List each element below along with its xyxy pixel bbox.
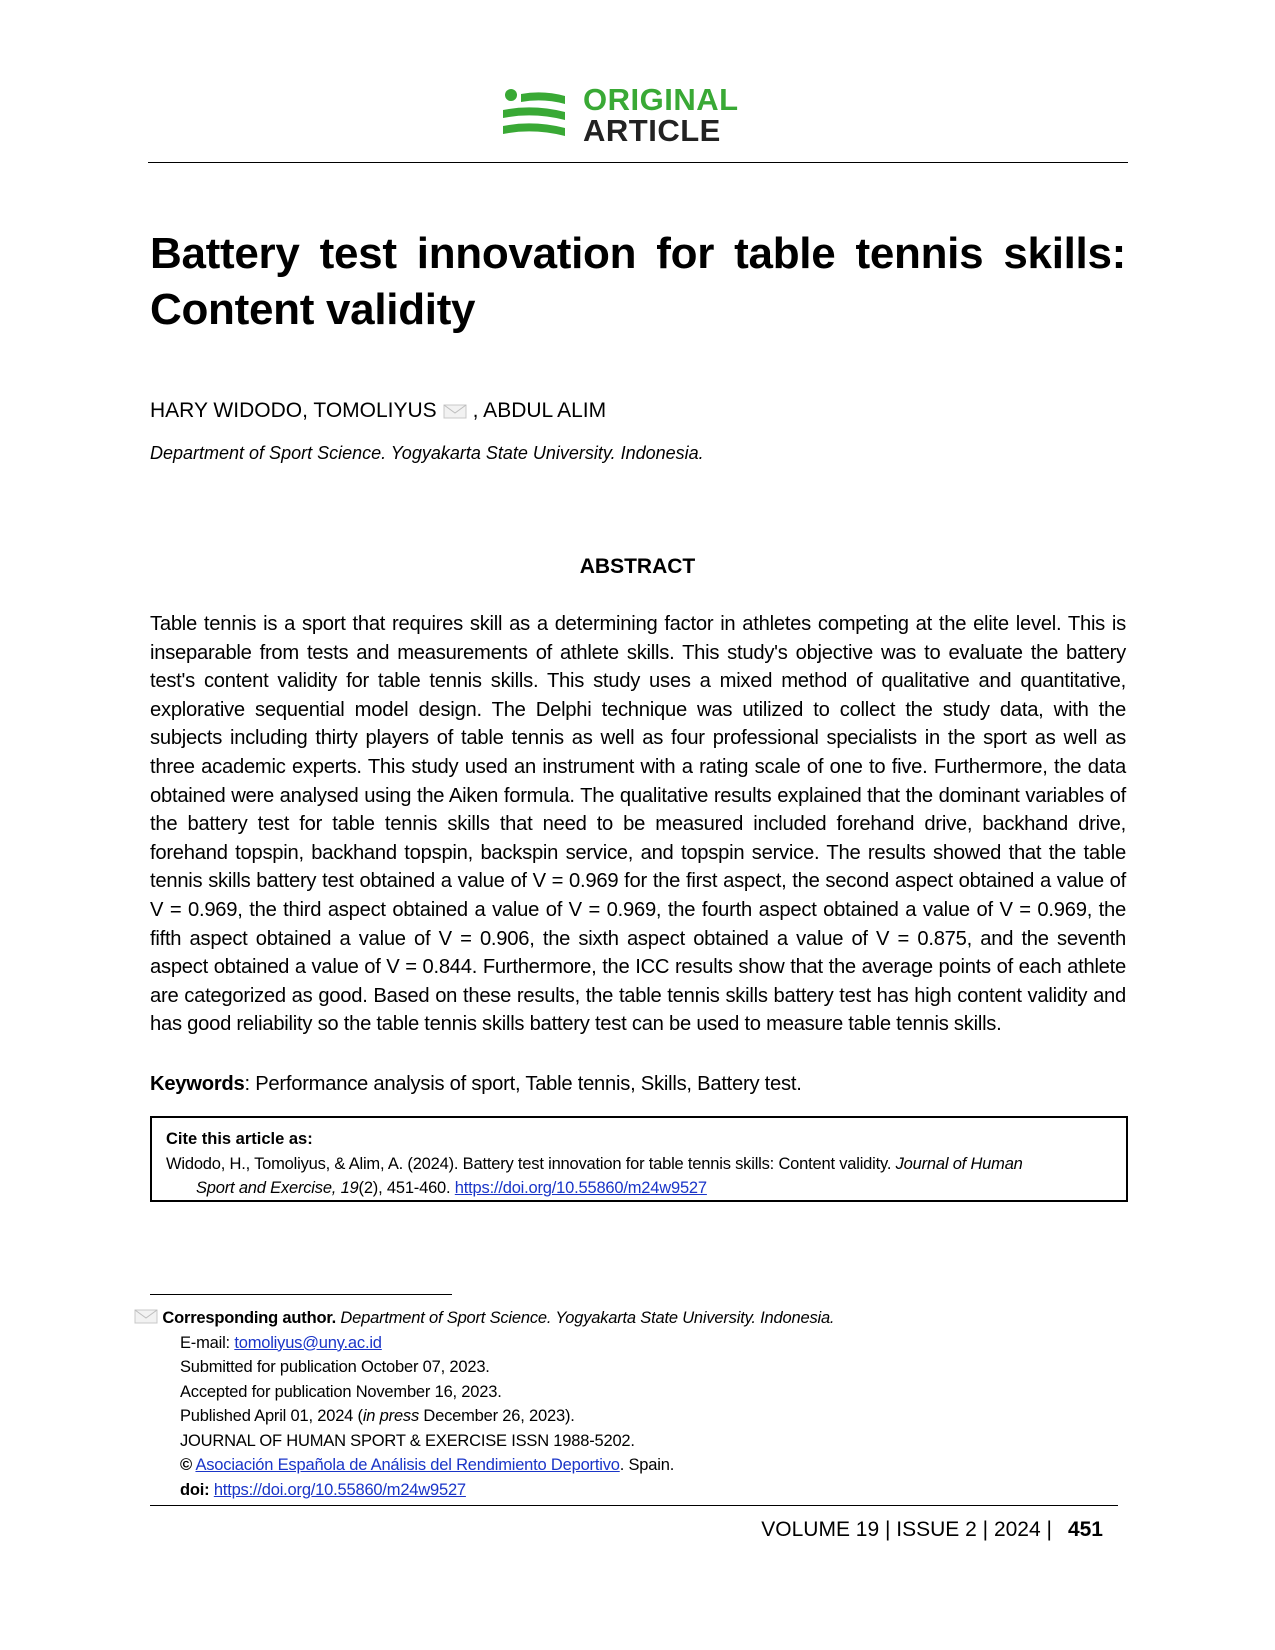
journal-logo [503,84,773,148]
email-row [134,1331,1094,1356]
copyright-country: . Spain. [619,1456,675,1474]
envelope-icon[interactable] [443,403,467,419]
page-number: 451 [1067,1518,1103,1541]
footer-rule [150,1505,1118,1506]
submitted-date: Submitted for publication October 07, 2023. [180,1358,490,1376]
citation-heading: Cite this article as: [166,1130,313,1148]
article-title: Battery test innovation for table tennis skills: Content validity [150,229,1126,334]
citation-journal: Journal of Human [895,1155,1023,1173]
envelope-icon [134,1308,158,1324]
logo-line-original: ORIGINAL [583,82,739,117]
citation-pages: (2), 451-460. [358,1179,455,1197]
in-press-date: December 26, 2023). [419,1407,575,1425]
keywords [150,1070,1126,1098]
footnote-rule [150,1294,452,1295]
footnote [134,1306,1094,1502]
citation-authors: Widodo, H., Tomoliyus, & Alim, A. (2024). Battery test innovation for table tennis skills: Content validity. [166,1155,896,1173]
email-link[interactable]: tomoliyus@uny.ac.id [234,1333,382,1352]
issue-info: VOLUME 19 | ISSUE 2 | 2024 | [761,1518,1052,1541]
journal-issn: JOURNAL OF HUMAN SPORT & EXERCISE ISSN 1988-5202. [180,1431,635,1450]
citation-text [166,1152,1112,1200]
doi-label: doi: [180,1480,214,1499]
author-list [150,398,606,424]
published-text: Published April 01, 2024 ( [180,1407,363,1425]
stripes-logo-icon [503,88,565,144]
citation-journal-volume: Sport and Exercise, 19 [196,1179,359,1197]
publisher-link[interactable]: Asociación Española de Análisis del Rendimiento Deportivo [195,1456,620,1474]
logo-text [583,84,739,146]
copyright-icon: © [180,1456,192,1474]
published-date [134,1404,1094,1429]
keywords-list: : Performance analysis of sport, Table tennis, Skills, Battery test. [244,1073,802,1095]
page-footer [761,1517,1103,1543]
corresponding-label: Corresponding author. [162,1309,337,1327]
abstract-heading: ABSTRACT [579,555,696,578]
in-press-label: in press [362,1407,420,1425]
citation-doi-link[interactable]: https://doi.org/10.55860/m24w9527 [454,1179,707,1197]
doi-row [134,1478,1094,1503]
affiliation: Department of Sport Science. Yogyakarta State University. Indonesia. [150,443,704,463]
citation-box [150,1116,1128,1202]
header-rule [148,162,1128,163]
authors-text-rest: , ABDUL ALIM [472,399,607,422]
accepted-date: Accepted for publication November 16, 2023. [180,1382,502,1401]
corresponding-author-row [134,1306,1094,1331]
corresponding-affiliation: Department of Sport Science. Yogyakarta State University. Indonesia. [340,1309,835,1327]
authors-text: HARY WIDODO, TOMOLIYUS [150,399,437,422]
email-label: E-mail: [180,1333,235,1352]
logo-line-article: ARTICLE [583,113,721,148]
abstract-text: Table tennis is a sport that requires skill as a determining factor in athletes competing at the elite level. This is inseparable from tests and measurements of athlete skills. This study's objective was to evaluate the battery test's content validity for table tennis skills. This study uses a mixed method of qualitative and quantitative, explorative sequential model design. The Delphi technique was utilized to collect the study data, with the subjects including thirty players of table tennis as well as four professional specialists in the sport as well as three academic experts. This study used an instrument with a rating scale of one to five. Furthermore, the data obtained were analysed using the Aiken formula. The qualitative results explained that the dominant variables of the battery test for table tennis skills that need to be measured included forehand drive, backhand drive, forehand topspin, backhand topspin, backspin service, and topspin service. The results showed that the table tennis skills battery test obtained a value of V = 0.969 for the first aspect, the second aspect obtained a value of V = 0.969, the third aspect obtained a value of V = 0.969, the fourth aspect obtained a value of V = 0.969, the fifth aspect obtained a value of V = 0.906, the sixth aspect obtained a value of V = 0.875, and the seventh aspect obtained a value of V = 0.844. Furthermore, the ICC results show that the average points of each athlete are categorized as good. Based on these results, the table tennis skills battery test has high content validity and has good reliability so the table tennis skills battery test can be used to measure table tennis skills. [150,613,1126,1036]
keywords-label: Keywords [150,1073,245,1095]
copyright-row [134,1453,1094,1478]
doi-link[interactable]: https://doi.org/10.55860/m24w9527 [213,1480,466,1499]
